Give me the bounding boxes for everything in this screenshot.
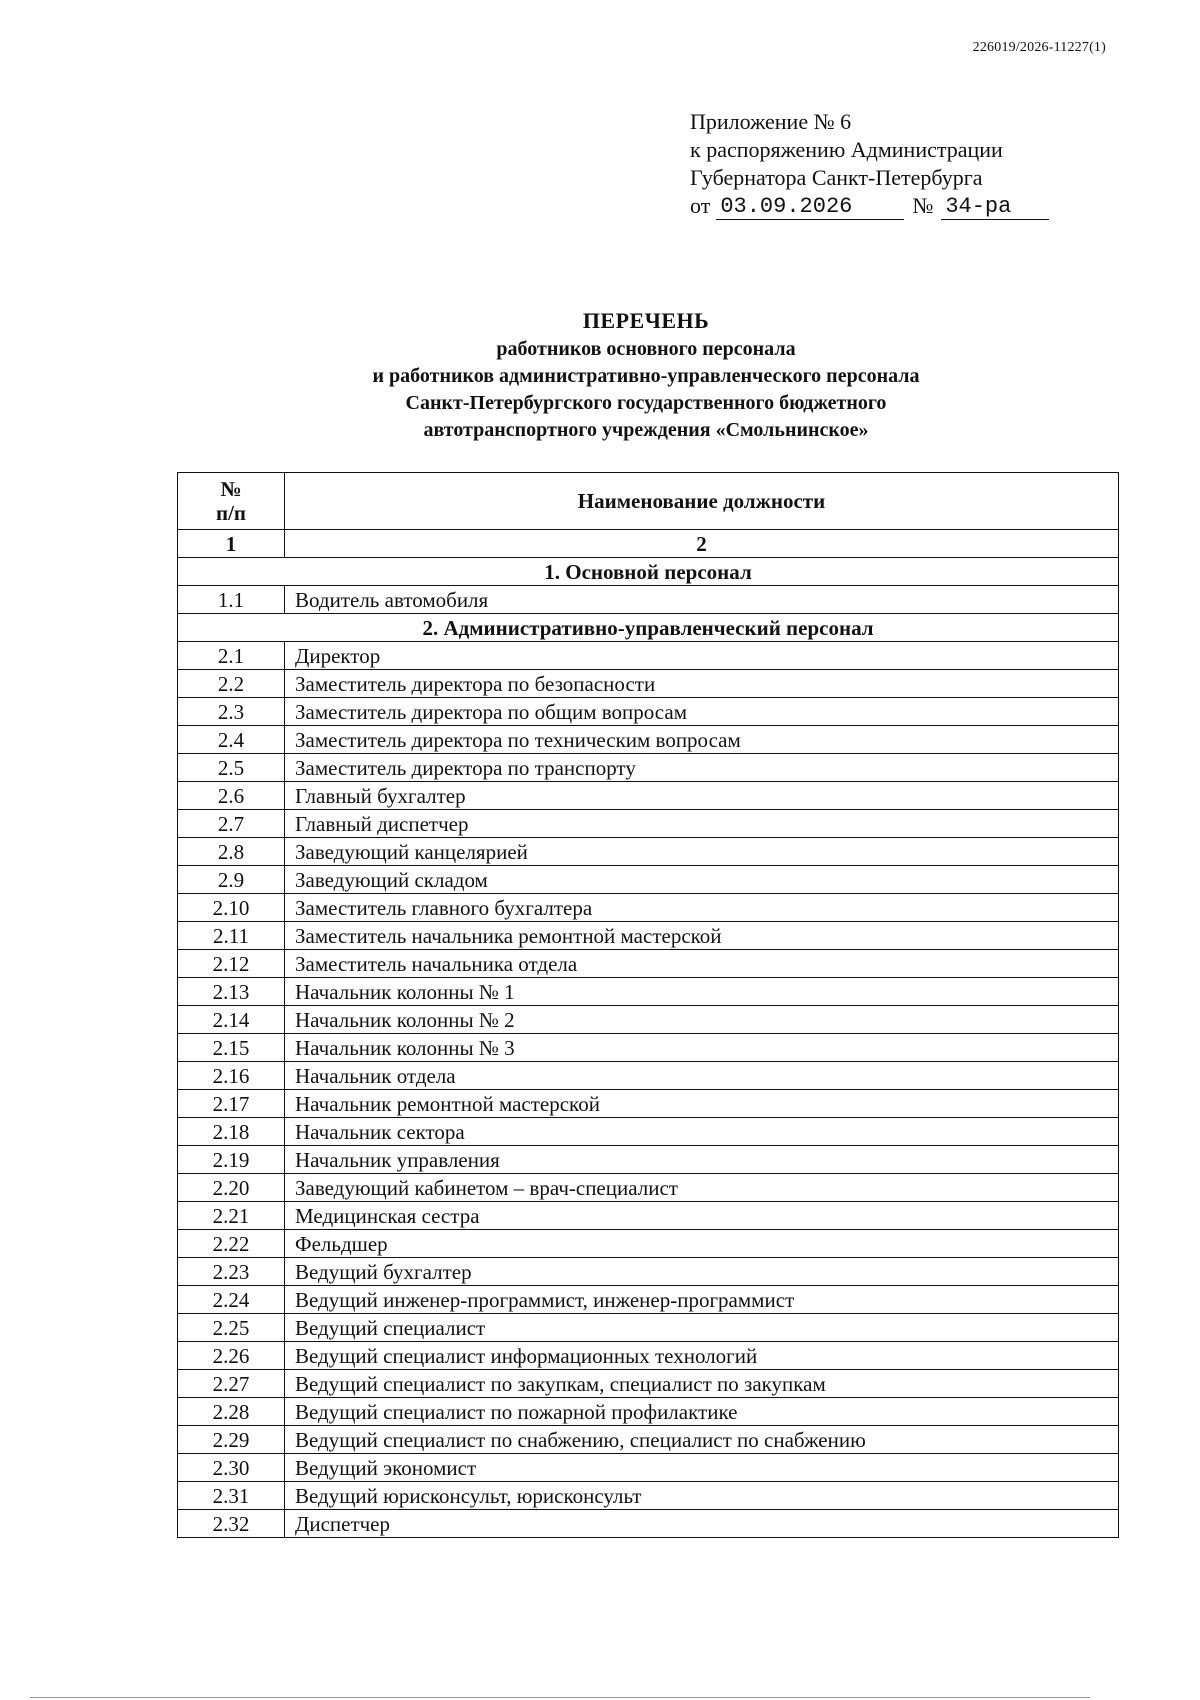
table-row xyxy=(178,586,1119,614)
table-row xyxy=(178,1174,1119,1202)
row-number: 2.28 xyxy=(178,1398,285,1426)
table-row xyxy=(178,1230,1119,1258)
order-number: 34-ра xyxy=(941,195,1049,220)
row-number: 2.24 xyxy=(178,1286,285,1314)
header-num-line-1: № xyxy=(220,477,242,501)
header-name-cell: Наименование должности xyxy=(285,473,1119,530)
table-row xyxy=(178,1314,1119,1342)
row-number: 2.27 xyxy=(178,1370,285,1398)
position-name: Начальник управления xyxy=(285,1146,1119,1174)
row-number: 2.30 xyxy=(178,1454,285,1482)
table-row xyxy=(178,950,1119,978)
table-row xyxy=(178,922,1119,950)
position-name: Заместитель начальника отдела xyxy=(285,950,1119,978)
row-number: 2.17 xyxy=(178,1090,285,1118)
row-number: 2.5 xyxy=(178,754,285,782)
section-title: 2. Административно-управленческий персонал xyxy=(178,614,1119,642)
row-number: 2.11 xyxy=(178,922,285,950)
position-name: Медицинская сестра xyxy=(285,1202,1119,1230)
title-main: ПЕРЕЧЕНЬ xyxy=(582,308,710,333)
table-row xyxy=(178,1062,1119,1090)
row-number: 2.14 xyxy=(178,1006,285,1034)
position-name: Начальник колонны № 1 xyxy=(285,978,1119,1006)
document-title xyxy=(176,306,1116,444)
order-date: 03.09.2026 xyxy=(716,195,904,220)
header-num-cell xyxy=(178,473,285,530)
position-name: Заведующий кабинетом – врач-специалист xyxy=(285,1174,1119,1202)
row-number: 2.31 xyxy=(178,1482,285,1510)
title-line-2: и работников административно-управленческого персонала xyxy=(372,365,920,387)
appendix-line-3: Губернатора Санкт-Петербурга xyxy=(690,165,983,190)
position-name: Ведущий специалист xyxy=(285,1314,1119,1342)
table-row xyxy=(178,1510,1119,1538)
table-row xyxy=(178,1202,1119,1230)
table-row xyxy=(178,1034,1119,1062)
table-row xyxy=(178,698,1119,726)
position-name: Фельдшер xyxy=(285,1230,1119,1258)
position-name: Главный диспетчер xyxy=(285,810,1119,838)
table-row xyxy=(178,1006,1119,1034)
table-row xyxy=(178,1426,1119,1454)
position-name: Начальник ремонтной мастерской xyxy=(285,1090,1119,1118)
table-row xyxy=(178,1454,1119,1482)
position-name: Ведущий специалист по пожарной профилактике xyxy=(285,1398,1119,1426)
row-number: 2.21 xyxy=(178,1202,285,1230)
table-row xyxy=(178,1370,1119,1398)
table-row xyxy=(178,782,1119,810)
position-name: Начальник отдела xyxy=(285,1062,1119,1090)
position-name: Диспетчер xyxy=(285,1510,1119,1538)
date-prefix: от xyxy=(690,193,711,218)
row-number: 2.7 xyxy=(178,810,285,838)
header-num-line-2: п/п xyxy=(215,501,247,525)
position-name: Директор xyxy=(285,642,1119,670)
table-row xyxy=(178,1258,1119,1286)
position-name: Начальник колонны № 3 xyxy=(285,1034,1119,1062)
row-number: 2.19 xyxy=(178,1146,285,1174)
position-name: Ведущий экономист xyxy=(285,1454,1119,1482)
position-name: Заведующий канцелярией xyxy=(285,838,1119,866)
index-num-cell: 1 xyxy=(178,530,285,558)
row-number: 2.26 xyxy=(178,1342,285,1370)
table-row xyxy=(178,866,1119,894)
index-name-cell: 2 xyxy=(285,530,1119,558)
section-title: 1. Основной персонал xyxy=(178,558,1119,586)
section-row xyxy=(178,614,1119,642)
position-name: Водитель автомобиля xyxy=(285,586,1119,614)
section-row xyxy=(178,558,1119,586)
position-name: Заведующий складом xyxy=(285,866,1119,894)
position-name: Заместитель директора по транспорту xyxy=(285,754,1119,782)
table-row xyxy=(178,1118,1119,1146)
position-name: Ведущий юрисконсульт, юрисконсульт xyxy=(285,1482,1119,1510)
table-row xyxy=(178,1342,1119,1370)
row-number: 2.13 xyxy=(178,978,285,1006)
row-number: 2.18 xyxy=(178,1118,285,1146)
table-row xyxy=(178,670,1119,698)
row-number: 2.1 xyxy=(178,642,285,670)
row-number: 2.22 xyxy=(178,1230,285,1258)
appendix-line-1: Приложение № 6 xyxy=(690,109,852,134)
number-prefix: № xyxy=(912,193,934,218)
table-header-row xyxy=(178,473,1119,530)
row-number: 2.15 xyxy=(178,1034,285,1062)
position-name: Заместитель начальника ремонтной мастерской xyxy=(285,922,1119,950)
table-row xyxy=(178,810,1119,838)
row-number: 1.1 xyxy=(178,586,285,614)
row-number: 2.12 xyxy=(178,950,285,978)
title-line-1: работников основного персонала xyxy=(496,338,796,360)
position-name: Ведущий инженер-программист, инженер-программист xyxy=(285,1286,1119,1314)
table-row xyxy=(178,1146,1119,1174)
table-row xyxy=(178,838,1119,866)
title-line-3: Санкт-Петербургского государственного бюджетного xyxy=(405,392,887,414)
row-number: 2.9 xyxy=(178,866,285,894)
positions-table xyxy=(177,472,1119,1538)
table-row xyxy=(178,1398,1119,1426)
table-row xyxy=(178,894,1119,922)
row-number: 2.2 xyxy=(178,670,285,698)
table-row xyxy=(178,642,1119,670)
row-number: 2.10 xyxy=(178,894,285,922)
row-number: 2.4 xyxy=(178,726,285,754)
position-name: Заместитель директора по безопасности xyxy=(285,670,1119,698)
position-name: Заместитель директора по общим вопросам xyxy=(285,698,1119,726)
table-row xyxy=(178,1286,1119,1314)
position-name: Начальник сектора xyxy=(285,1118,1119,1146)
table-index-row xyxy=(178,530,1119,558)
position-name: Ведущий специалист по закупкам, специалист по закупкам xyxy=(285,1370,1119,1398)
row-number: 2.20 xyxy=(178,1174,285,1202)
appendix-block xyxy=(690,108,1049,220)
table-body xyxy=(178,558,1119,1538)
title-line-4: автотранспортного учреждения «Смольнинское» xyxy=(423,419,869,441)
appendix-date-line xyxy=(690,192,1049,220)
row-number: 2.32 xyxy=(178,1510,285,1538)
appendix-line-2: к распоряжению Администрации xyxy=(690,137,1003,162)
row-number: 2.6 xyxy=(178,782,285,810)
position-name: Ведущий специалист по снабжению, специалист по снабжению xyxy=(285,1426,1119,1454)
row-number: 2.8 xyxy=(178,838,285,866)
page-bottom-edge xyxy=(30,1697,1090,1698)
position-name: Ведущий бухгалтер xyxy=(285,1258,1119,1286)
table-row xyxy=(178,726,1119,754)
row-number: 2.29 xyxy=(178,1426,285,1454)
table-row xyxy=(178,1482,1119,1510)
position-name: Главный бухгалтер xyxy=(285,782,1119,810)
table-row xyxy=(178,978,1119,1006)
position-name: Ведущий специалист информационных технологий xyxy=(285,1342,1119,1370)
position-name: Заместитель главного бухгалтера xyxy=(285,894,1119,922)
position-name: Заместитель директора по техническим вопросам xyxy=(285,726,1119,754)
row-number: 2.16 xyxy=(178,1062,285,1090)
row-number: 2.25 xyxy=(178,1314,285,1342)
row-number: 2.3 xyxy=(178,698,285,726)
document-registration-number: 226019/2026-11227(1) xyxy=(972,40,1106,55)
row-number: 2.23 xyxy=(178,1258,285,1286)
position-name: Начальник колонны № 2 xyxy=(285,1006,1119,1034)
table-row xyxy=(178,754,1119,782)
table-row xyxy=(178,1090,1119,1118)
